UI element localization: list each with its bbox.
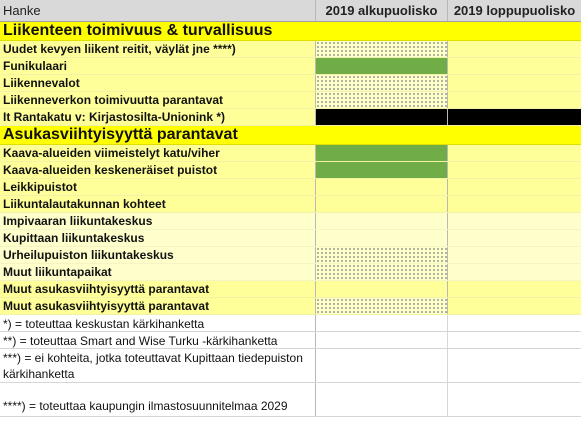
dotted-schedule-mark [316,264,447,280]
footnote-text[interactable]: ***) = ei kohteita, jotka toteuttavat Kupittaan tiedepuiston kärkihanketta [0,349,316,382]
first-half-cell[interactable] [316,264,448,280]
second-half-cell[interactable] [448,41,581,57]
second-half-cell[interactable] [448,145,581,161]
header-second-half[interactable]: 2019 loppupuolisko [453,3,576,18]
green-schedule-mark [316,58,447,74]
first-half-cell[interactable] [316,332,448,348]
first-half-cell[interactable] [316,281,448,297]
project-name[interactable]: Urheilupuiston liikuntakeskus [0,247,316,263]
first-half-cell[interactable] [316,247,448,263]
project-row [0,58,581,75]
project-row [0,281,581,298]
second-half-cell[interactable] [448,179,581,195]
second-half-cell[interactable] [448,332,581,348]
second-half-cell[interactable] [448,92,581,108]
second-half-cell[interactable] [448,264,581,280]
black-schedule-mark [316,109,447,125]
first-half-cell[interactable] [316,383,448,416]
project-name[interactable]: Uudet kevyen liikent reitit, väylät jne ****) [0,41,316,57]
first-half-cell[interactable] [316,298,448,314]
second-half-cell[interactable] [448,230,581,246]
first-half-cell[interactable] [316,92,448,108]
project-row [0,145,581,162]
project-row [0,92,581,109]
project-row [0,264,581,281]
project-row [0,41,581,58]
section-row [0,126,581,145]
dotted-schedule-mark [316,41,447,57]
first-half-cell[interactable] [316,315,448,331]
project-name[interactable]: Muut asukasviihtyisyyttä parantavat [0,298,316,314]
first-half-cell[interactable] [316,126,448,144]
project-name[interactable]: Muut liikuntapaikat [0,264,316,280]
footnote-row [0,383,581,417]
first-half-cell[interactable] [316,145,448,161]
second-half-cell[interactable] [448,126,581,144]
project-name[interactable]: Kaava-alueiden keskeneräiset puistot [0,162,316,178]
project-row [0,247,581,264]
project-name[interactable]: Liikenneverkon toimivuutta parantavat [0,92,316,108]
dotted-schedule-mark [316,298,447,314]
footnote-row [0,315,581,332]
first-half-cell[interactable] [316,230,448,246]
second-half-cell[interactable] [448,162,581,178]
project-row [0,179,581,196]
project-row [0,162,581,179]
project-name[interactable]: It Rantakatu v: Kirjastosilta-Unionink *) [0,109,316,125]
project-name[interactable]: Kaava-alueiden viimeistelyt katu/viher [0,145,316,161]
project-name[interactable]: Liikennevalot [0,75,316,91]
dotted-schedule-mark [316,75,447,91]
second-half-cell[interactable] [448,383,581,416]
second-half-cell[interactable] [448,109,581,125]
second-half-cell[interactable] [448,75,581,91]
project-name[interactable]: Liikuntalautakunnan kohteet [0,196,316,212]
header-first-half[interactable]: 2019 alkupuolisko [316,0,448,21]
green-schedule-mark [316,145,447,161]
section-title[interactable]: Asukasviihtyisyyttä parantavat [3,126,238,143]
project-row [0,213,581,230]
second-half-cell[interactable] [448,22,581,40]
first-half-cell[interactable] [316,349,448,382]
footnote-row [0,349,581,383]
header-row [0,0,581,22]
project-row [0,230,581,247]
dotted-schedule-mark [316,247,447,263]
first-half-cell[interactable] [316,75,448,91]
first-half-cell[interactable] [316,22,448,40]
project-row [0,109,581,126]
first-half-cell[interactable] [316,109,448,125]
footnote-text[interactable]: **) = toteuttaa Smart and Wise Turku -kärkihanketta [0,332,316,348]
project-row [0,196,581,213]
header-hanke[interactable]: Hanke [0,0,316,21]
project-name[interactable]: Muut asukasviihtyisyyttä parantavat [0,281,316,297]
second-half-cell[interactable] [448,196,581,212]
second-half-cell[interactable] [448,247,581,263]
first-half-cell[interactable] [316,196,448,212]
first-half-cell[interactable] [316,213,448,229]
black-schedule-mark [448,109,581,125]
first-half-cell[interactable] [316,179,448,195]
first-half-cell[interactable] [316,41,448,57]
second-half-cell[interactable] [448,349,581,382]
green-schedule-mark [316,162,447,178]
project-name[interactable]: Leikkipuistot [0,179,316,195]
project-name[interactable]: Kupittaan liikuntakeskus [0,230,316,246]
first-half-cell[interactable] [316,58,448,74]
second-half-cell[interactable] [448,281,581,297]
project-row [0,75,581,92]
footnote-text[interactable]: ****) = toteuttaa kaupungin ilmastosuunnitelmaa 2029 [0,383,316,416]
second-half-cell[interactable] [448,213,581,229]
project-name[interactable]: Funikulaari [0,58,316,74]
project-name[interactable]: Impivaaran liikuntakeskus [0,213,316,229]
section-row [0,22,581,41]
first-half-cell[interactable] [316,162,448,178]
footnote-row [0,332,581,349]
second-half-cell[interactable] [448,58,581,74]
dotted-schedule-mark [316,92,447,108]
second-half-cell[interactable] [448,298,581,314]
project-row [0,298,581,315]
footnote-text[interactable]: *) = toteuttaa keskustan kärkihanketta [0,315,316,331]
section-title[interactable]: Liikenteen toimivuus & turvallisuus [3,22,273,39]
second-half-cell[interactable] [448,315,581,331]
